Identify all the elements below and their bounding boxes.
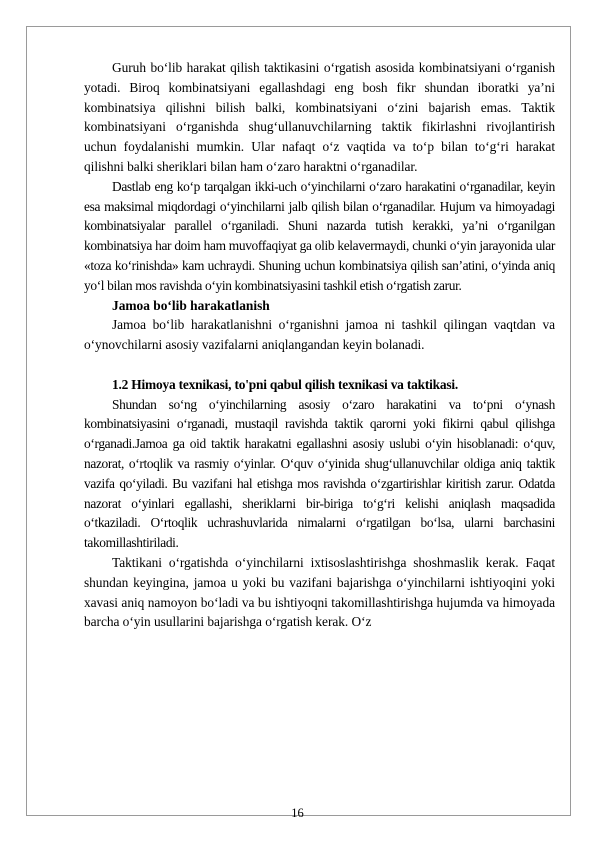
paragraph-combination-learning: Guruh bo‘lib harakat qilish taktikasini o‘rgatish asosida kombinatsiyani o‘rganish yotadi. Biroq kombinatsiyani egallashdagi eng bosh fikr shundan iboratki ya’ni kombinatsiya qilishni bilish balki, kombinatsiyani o‘zini bajarish emas. Taktik kombinatsiyani o‘rganishda shug‘ullanuvchilarning taktik fikirlashni rivojlantirish uchun foydalanishi mumkin. Ular nafaqt o‘z vaqtida va to‘p bilan to‘g‘ri harakat qilishni balki sheriklari bilan ham o‘zaro haraktni o‘rganadilar. — [84, 60, 555, 174]
subheading-team-movement: Jamoa bo‘lib harakatlanish — [112, 297, 270, 313]
page-number: 16 — [291, 806, 304, 820]
paragraph-team-movement: Jamoa bo‘lib harakatlanishni o‘rganishni jamoa ni tashkil qilingan vaqtdan va o‘ynovchilarni asosiy vazifalarni aniqlangandan keyin bolanadi. — [84, 317, 555, 353]
document-body — [84, 58, 555, 632]
paragraph-player-interaction: Dastlab eng ko‘p tarqalgan ikki-uch o‘yinchilarni o‘zaro harakatini o‘rganadilar, keyin esa maksimal miqdordagi o‘yinchilarni jalb qilish bilan o‘rganadilar. Hujum va himoyadagi kombinatsiyalar parallel o‘rganiladi. Shuni nazarda tutish kerakki, ya’ni o‘rganilgan kombinatsiya har doim ham muvoffaqiyat ga olib kelavermaydi, chunki o‘yin jarayonida ular «toza ko‘rinishda» kam uchraydi. Shuning uchun kombinatsiya qilish san’atini, o‘yinda aniq yo‘l bilan mos ravishda o‘yin kombinatsiyasini tashkil etish o‘rgatish zarur. — [84, 178, 555, 293]
section-heading-defense-technique: 1.2 Himoya texnikasi, to'pni qabul qilish texnikasi va taktikasi. — [112, 376, 459, 392]
paragraph-game-types: Shundan so‘ng o‘yinchilarning asosiy o‘zaro harakatini va to‘pni o‘ynash kombinatsiyasini o‘rganadi, mustaqil ravishda taktik qarorni yoki fikirni qabul qilishga o‘rganadi.Jamoa ga oid taktik harakatni egallashni asosiy uslubi o‘yin hisoblanadi: o‘quv, nazorat, o‘rtoqlik va rasmiy o‘yinlar. O‘quv o‘yinida shug‘ullanuvchilar oldiga aniq taktik vazifa qo‘yiladi. Bu vazifani hal etishga mos ravishda o‘zgartirishlar kiritish zarur. Odatda nazorat o‘yinlari egallashi, sheriklarni bir-biriga to‘g‘ri kelishi aniqlash maqsadida o‘tkaziladi. O‘rtoqlik uchrashuvlarida nimalarni o‘rgatilgan bo‘lsa, ularni barchasini takomillashtiriladi. — [84, 396, 555, 551]
paragraph-tactics-teaching: Taktikani o‘rgatishda o‘yinchilarni ixtisoslashtirishga shoshmaslik kerak. Faqat shundan keyingina, jamoa u yoki bu vazifani bajarishga o‘yinchilarni ishtiyoqini yoki xavasi aniq namoyon bo‘ladi va bu ishtiyoqni takomillashtirishga hujumda va himoyada barcha o‘yin usullarini bajarishga o‘rgatish kerak. O‘z — [84, 554, 555, 630]
